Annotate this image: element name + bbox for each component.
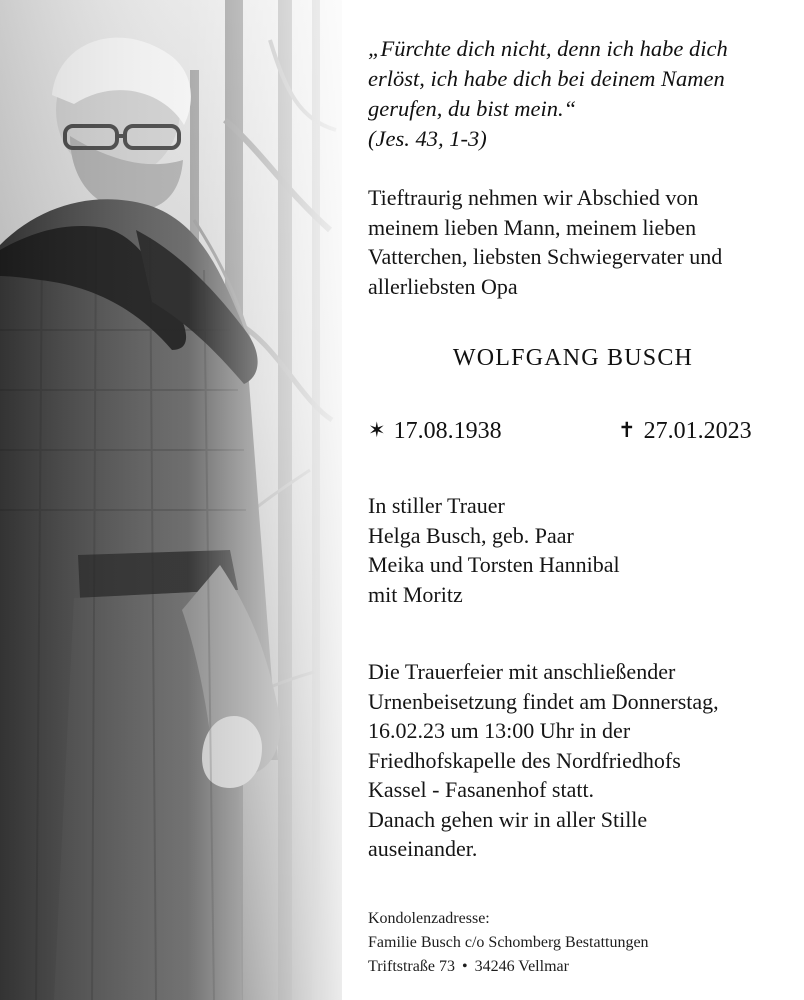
portrait-photo-illustration: [0, 0, 342, 1000]
intro-line: Tieftraurig nehmen wir Abschied von: [368, 185, 699, 210]
address-city: 34246 Vellmar: [474, 958, 569, 975]
service-line: auseinander.: [368, 836, 478, 861]
obituary-content: [368, 0, 778, 1000]
service-line: Urnenbeisetzung findet am Donnerstag,: [368, 688, 719, 714]
quote-reference: (Jes. 43, 1-3): [368, 126, 487, 151]
quote-line: erlöst, ich habe dich bei deinem Namen: [368, 66, 725, 91]
condolence-address: [368, 907, 778, 979]
cross-icon: ✝: [618, 418, 636, 442]
mourners-line: Helga Busch, geb. Paar: [368, 522, 574, 548]
farewell-intro: [368, 183, 778, 301]
death-date: 27.01.2023: [643, 418, 752, 444]
intro-line: allerliebsten Opa: [368, 273, 518, 299]
service-line: Die Trauerfeier mit anschließender: [368, 659, 676, 684]
quote-line: gerufen, du bist mein.“: [368, 96, 577, 121]
portrait-photo: [0, 0, 342, 1000]
mourners-line: mit Moritz: [368, 581, 463, 607]
service-line: Kassel - Fasanenhof statt.: [368, 777, 595, 802]
mourners-line: Meika und Torsten Hannibal: [368, 552, 620, 577]
service-line: Danach gehen wir in aller Stille: [368, 806, 648, 832]
bullet-separator: •: [461, 958, 468, 975]
mourners-line: In stiller Trauer: [368, 493, 505, 518]
service-line: 16.02.23 um 13:00 Uhr in der: [368, 718, 631, 743]
bible-quote: [368, 34, 773, 154]
funeral-service-text: [368, 657, 778, 864]
address-street-city: [368, 955, 778, 979]
deceased-name: WOLFGANG BUSCH: [452, 345, 694, 371]
star-icon: ✶: [368, 418, 386, 442]
address-heading: Kondolenzadresse:: [368, 910, 490, 927]
service-line: Friedhofskapelle des Nordfriedhofs: [368, 747, 681, 773]
birth-date: 17.08.1938: [393, 418, 502, 444]
intro-line: Vatterchen, liebsten Schwiegervater und: [368, 244, 723, 269]
address-recipient: Familie Busch c/o Schomberg Bestattungen: [368, 934, 649, 951]
address-street: Triftstraße 73: [368, 958, 455, 975]
mourners-list: [368, 491, 778, 609]
quote-line: „Fürchte dich nicht, denn ich habe dich: [368, 36, 728, 61]
birth-date-block: [368, 418, 502, 445]
intro-line: meinem lieben Mann, meinem lieben: [368, 214, 697, 240]
death-date-block: [618, 418, 752, 445]
